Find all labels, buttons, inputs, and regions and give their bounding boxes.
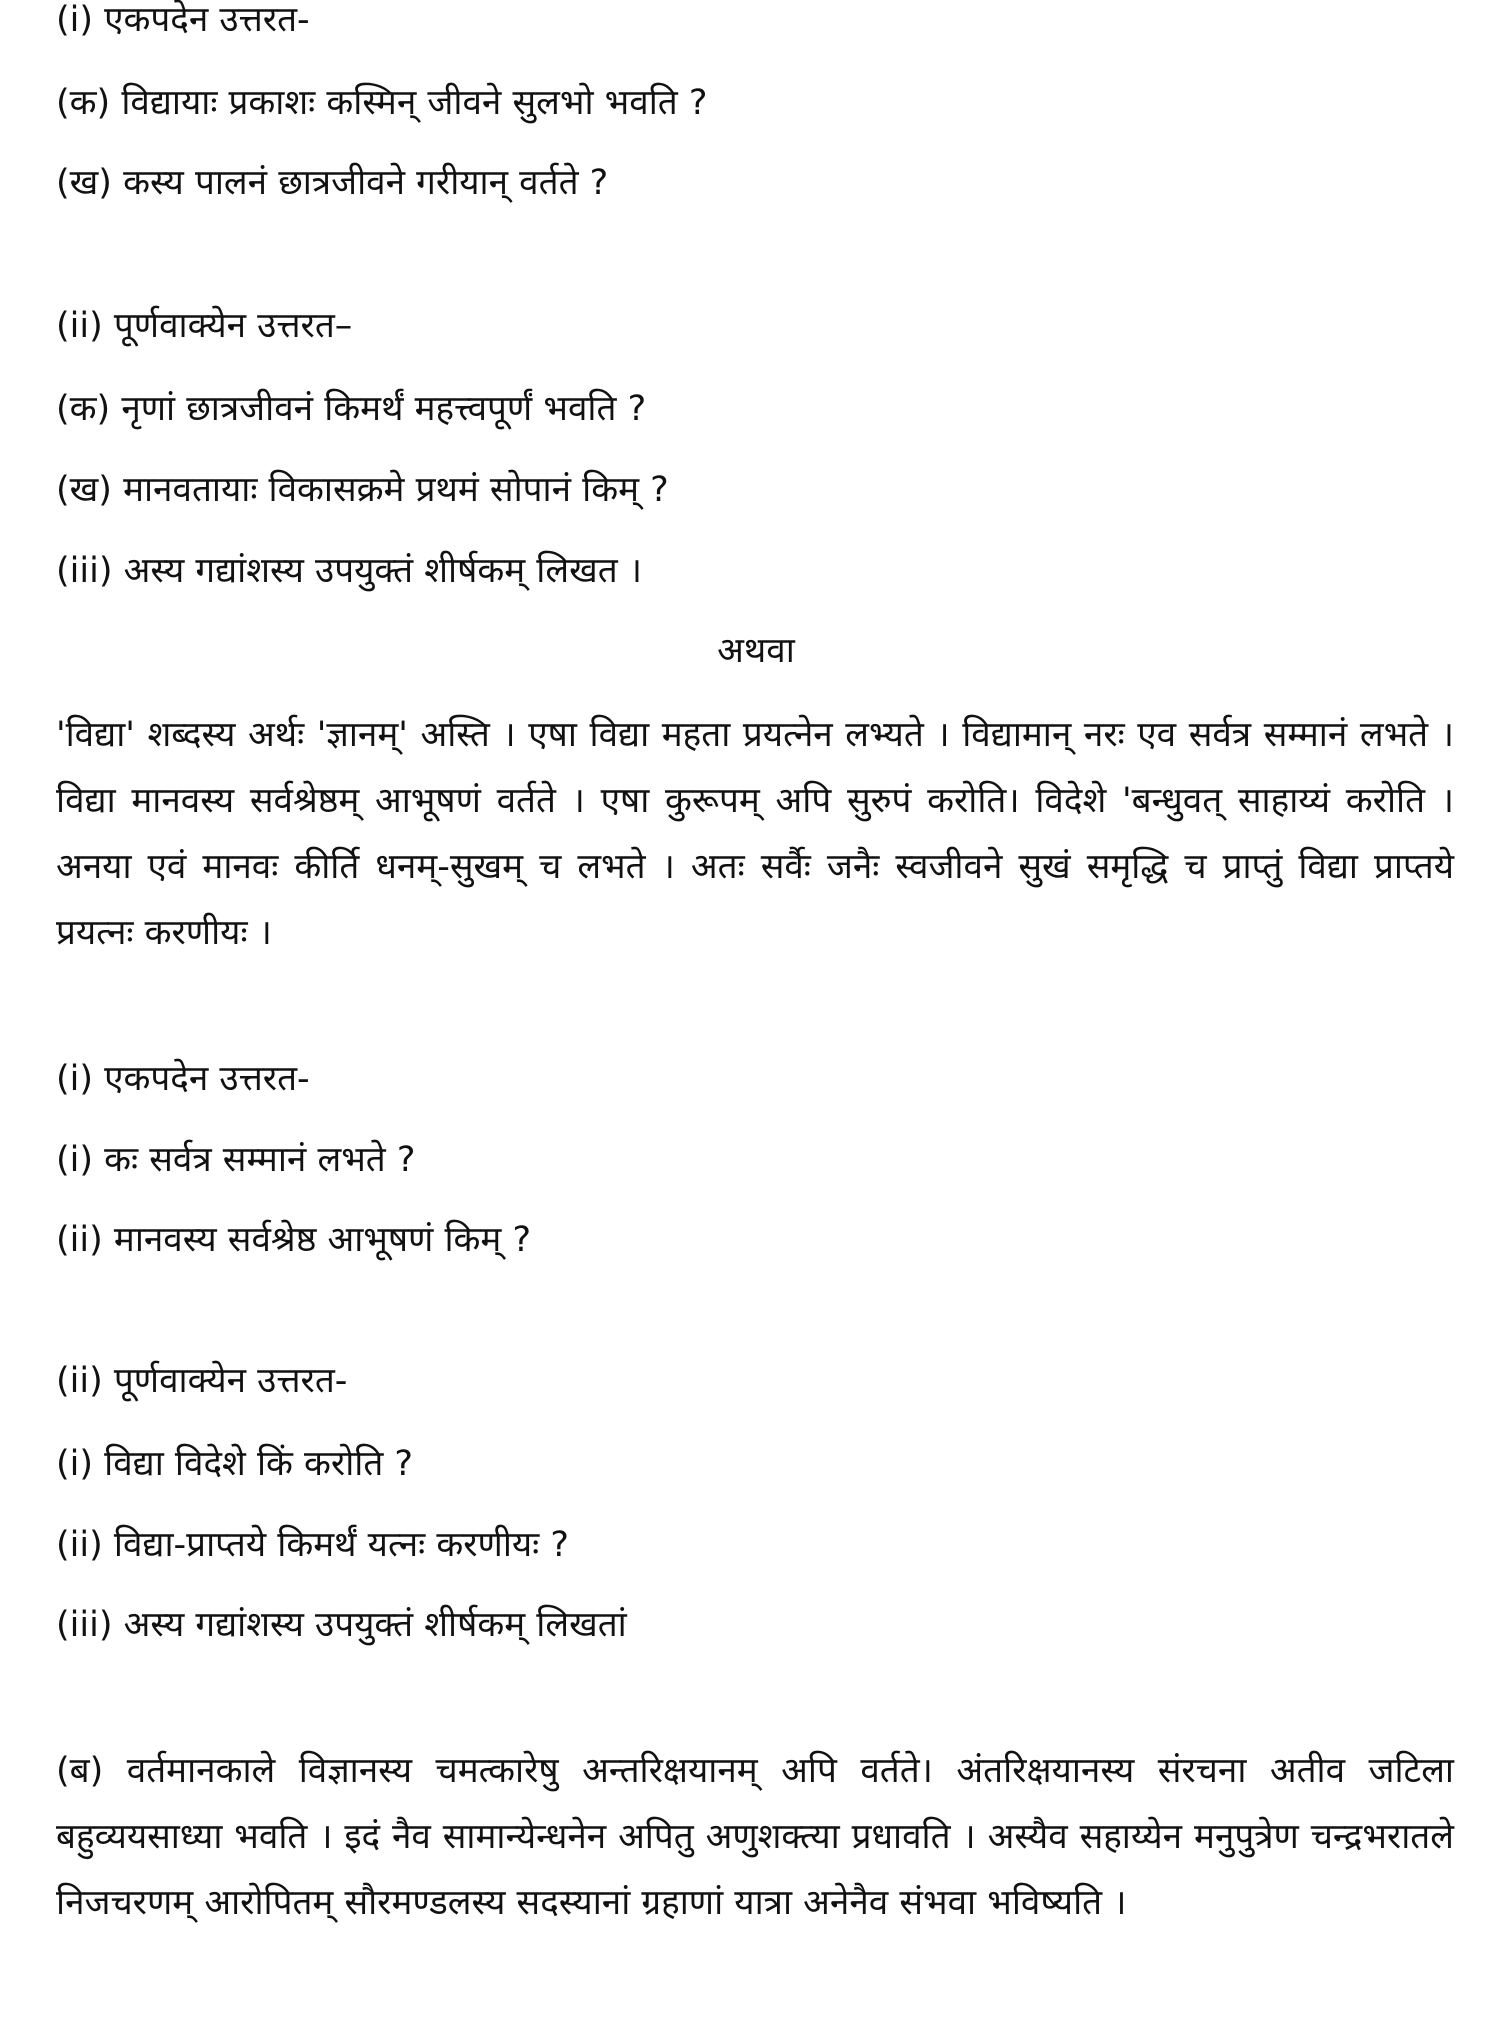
passage1-question-kha: (ख) कस्य पालनं छात्रजीवने गरीयान् वर्तते ? <box>56 163 609 203</box>
passage2-question2-i: (i) विद्या विदेशे किं करोति ? <box>56 1444 414 1484</box>
document-page <box>56 0 1456 2034</box>
passage1-question2-ka: (क) नृणां छात्रजीवनं किमर्थं महत्त्वपूर्णं भवति ? <box>56 389 647 429</box>
passage2-ekapadena-heading: (i) एकपदेन उत्तरत- <box>56 1059 310 1099</box>
passage2-question-ii: (ii) मानवस्य सर्वश्रेष्ठ आभूषणं किम् ? <box>56 1220 532 1260</box>
passage2-question3: (iii) अस्य गद्यांशस्य उपयुक्तं शीर्षकम् लिखतां <box>56 1605 627 1645</box>
passage1-question2-kha: (ख) मानवतायाः विकासक्रमे प्रथमं सोपानं किम् ? <box>56 470 669 510</box>
passage2-purnavakyena-heading: (ii) पूर्णवाक्येन उत्तरत- <box>56 1361 348 1401</box>
passage1-ekapadena-heading: (i) एकपदेन उत्तरत- <box>56 0 310 40</box>
athava-heading: अथवा <box>717 631 795 671</box>
passage2-question2-ii: (ii) विद्या-प्राप्तये किमर्थं यत्नः करणीयः ? <box>56 1525 569 1565</box>
passage2-question-i: (i) कः सर्वत्र सम्मानं लभते ? <box>56 1140 416 1180</box>
passage2-paragraph: 'विद्या' शब्दस्य अर्थः 'ज्ञानम्' अस्ति । एषा विद्या महता प्रयत्नेन लभ्यते । विद्यामान् नरः एव सर्वत्र सम्मानं लभते । विद्या मानवस्य सर्वश्रेष्ठम् आभूषणं वर्तते । एषा कुरूपम् अपि सुरुपं करोति। विदेशे 'बन्धुवत् साहाय्यं करोति । अनया एवं मानवः कीर्ति धनम्-सुखम् च लभते । अतः सर्वैः जनैः स्वजीवने सुखं समृद्धि च प्राप्तुं विद्या प्राप्तये प्रयत्नः करणीयः । <box>56 715 1454 953</box>
passage1-purnavakyena-heading: (ii) पूर्णवाक्येन उत्तरत– <box>56 306 353 346</box>
passage3-paragraph: (ब) वर्तमानकाले विज्ञानस्य चमत्कारेषु अन्तरिक्षयानम् अपि वर्तते। अंतरिक्षयानस्य संरचना अतीव जटिला बहुव्ययसाध्या भवति । इदं नैव सामान्येन्धनेन अपितु अणुशक्त्या प्रधावति । अस्यैव सहाय्येन मनुपुत्रेण चन्द्रभरातले निजचरणम् आरोपितम् सौरमण्डलस्य सदस्यानां ग्रहाणां यात्रा अनेनैव संभवा भविष्यति । <box>56 1751 1454 1923</box>
passage1-question-ka: (क) विद्यायाः प्रकाशः कस्मिन् जीवने सुलभो भवति ? <box>56 83 708 123</box>
passage1-question3: (iii) अस्य गद्यांशस्य उपयुक्तं शीर्षकम् लिखत । <box>56 551 643 591</box>
